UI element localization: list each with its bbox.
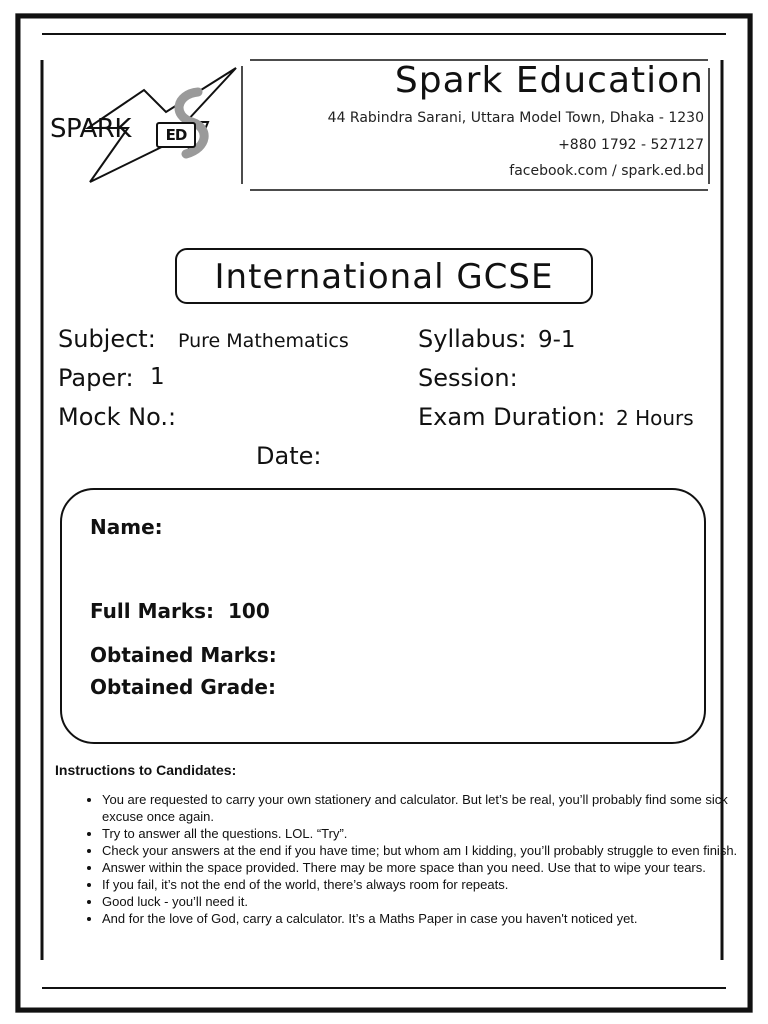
session-label: Session: — [418, 364, 518, 392]
instruction-item: • Check your answers at the end if you have time; but whom am I kidding, you’ll probably struggle to even finish. — [102, 843, 742, 860]
mock-no-label: Mock No.: — [58, 403, 177, 431]
subject-value: Pure Mathematics — [178, 330, 349, 352]
exam-duration-value: 2 Hours — [616, 406, 694, 430]
syllabus-value: 9-1 — [538, 327, 576, 353]
instruction-item: • And for the love of God, carry a calculator. It’s a Maths Paper in case you haven't noticed yet. — [102, 911, 742, 928]
obtained-grade-label: Obtained Grade: — [90, 675, 276, 699]
paper-value: 1 — [150, 364, 165, 390]
org-social-link: facebook.com / spark.ed.bd — [509, 163, 704, 179]
org-address: 44 Rabindra Sarani, Uttara Model Town, Dhaka - 1230 — [327, 110, 704, 126]
org-name: Spark Education — [394, 60, 704, 101]
logo-wordmark: SPARK — [50, 114, 131, 144]
exam-duration-label: Exam Duration: — [418, 403, 606, 431]
paper-label: Paper: — [58, 364, 134, 392]
instruction-item: • You are requested to carry your own stationery and calculator. But let’s be real, you’ll probably find some sick excuse once again. — [102, 792, 742, 825]
obtained-marks-label: Obtained Marks: — [90, 643, 277, 667]
instruction-item: • Try to answer all the questions. LOL. “Try”. — [102, 826, 742, 843]
instructions-list — [78, 792, 742, 928]
full-marks-value: 100 — [228, 599, 270, 623]
name-label: Name: — [90, 515, 163, 539]
instruction-item: • Answer within the space provided. There may be more space than you need. Use that to wipe your tears. — [102, 860, 742, 877]
instruction-item: • Good luck - you’ll need it. — [102, 894, 742, 911]
subject-label: Subject: — [58, 325, 156, 353]
full-marks-label: Full Marks: — [90, 599, 215, 623]
org-phone: +880 1792 - 527127 — [558, 137, 704, 153]
logo-badge: ED — [156, 122, 196, 148]
exam-title: International GCSE — [175, 248, 593, 304]
date-label: Date: — [256, 442, 322, 470]
syllabus-label: Syllabus: — [418, 325, 527, 353]
instruction-item: • If you fail, it’s not the end of the world, there’s always room for repeats. — [102, 877, 742, 894]
instructions-heading: Instructions to Candidates: — [55, 762, 237, 778]
